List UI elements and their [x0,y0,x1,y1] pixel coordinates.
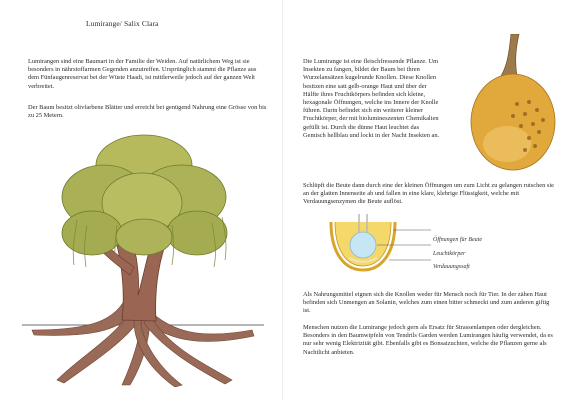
diagram-label-digestive-fluid: Verdauungssaft [433,264,470,270]
intro-paragraph: Lumirangen sind eine Baumart in der Familie der Weiden. Auf natürlichem Weg ist sie besonders in nährstoffarmen Gegenden anzutreffen. Ursprünglich stammt die Pflanze aus dem Fünfaugenreservat bei der Wüste Haadi, ist mittlerweile jedoch auf der ganzen Welt verbreitet. [28,58,257,90]
size-paragraph: Der Baum besitzt olivfarbene Blätter und erreicht bei genügend Nahrung eine Grösse von bis zu 25 Metern. [28,104,267,120]
prey-paragraph: Schlüpft die Beute dann durch eine der kleinen Öffnungen um zum Licht zu gelangen rutschen sie an der glatten Innenseite ab und fallen in eine klare, klebrige Flüssigkeit, welche mit Verdauungsenzymen die Beute auflöst. [303,182,554,206]
diagram-label-light-body: Leuchtkörper [433,251,466,257]
page-title: Lumirange/ Salix Clara [86,19,159,28]
cross-section-diagram [313,214,438,276]
bulb-fruit-illustration [467,34,563,174]
carnivore-paragraph: Die Lumirange ist eine fleischfressende Pflanze. Um Insekten zu fangen, bildet der Baum bei ihren Wurzelansätzen kugelrunde Knollen. Diese Knollen besitzen eine satt gelb-orange Haut und über der Hälfte ihres Fruchtkörpers befinden sich kleine, hexagonale Öffnungen, welche ins Innere der Knolle führen. Darin befindet sich ein weiterer kleiner Fruchtkörper, der mit biolumineszenten Chemikalien gefüllt ist. Durch die dünne Haut leuchtet das Gemisch hellblau und lockt in der Nacht Insekten an. [303,58,440,139]
toxicity-paragraph: Als Nahrungsmittel eignen sich die Knollen weder für Mensch noch für Tier. In der zähen Haut befinden sich Unmengen an Solanin, welches zum einen bitter schmeckt und zum anderen giftig ist. [303,291,550,315]
willow-tree-illustration [22,125,264,387]
right-page [283,0,566,400]
diagram-label-openings: Öffnungen für Beute [433,237,482,243]
usage-paragraph: Menschen nutzen die Lumirange jedoch gern als Ersatz für Strassenlampen oder dergleichen. Besonders in den Baumwipfeln von Tendrils Garden werden Lumirangen häufig verwendet, da es nur sehr wenig Elektrizität gibt. Ebenfalls gibt es Bonsaizuchten, welche die Pflanzen gerne als Nachtlicht anbieten. [303,324,553,356]
